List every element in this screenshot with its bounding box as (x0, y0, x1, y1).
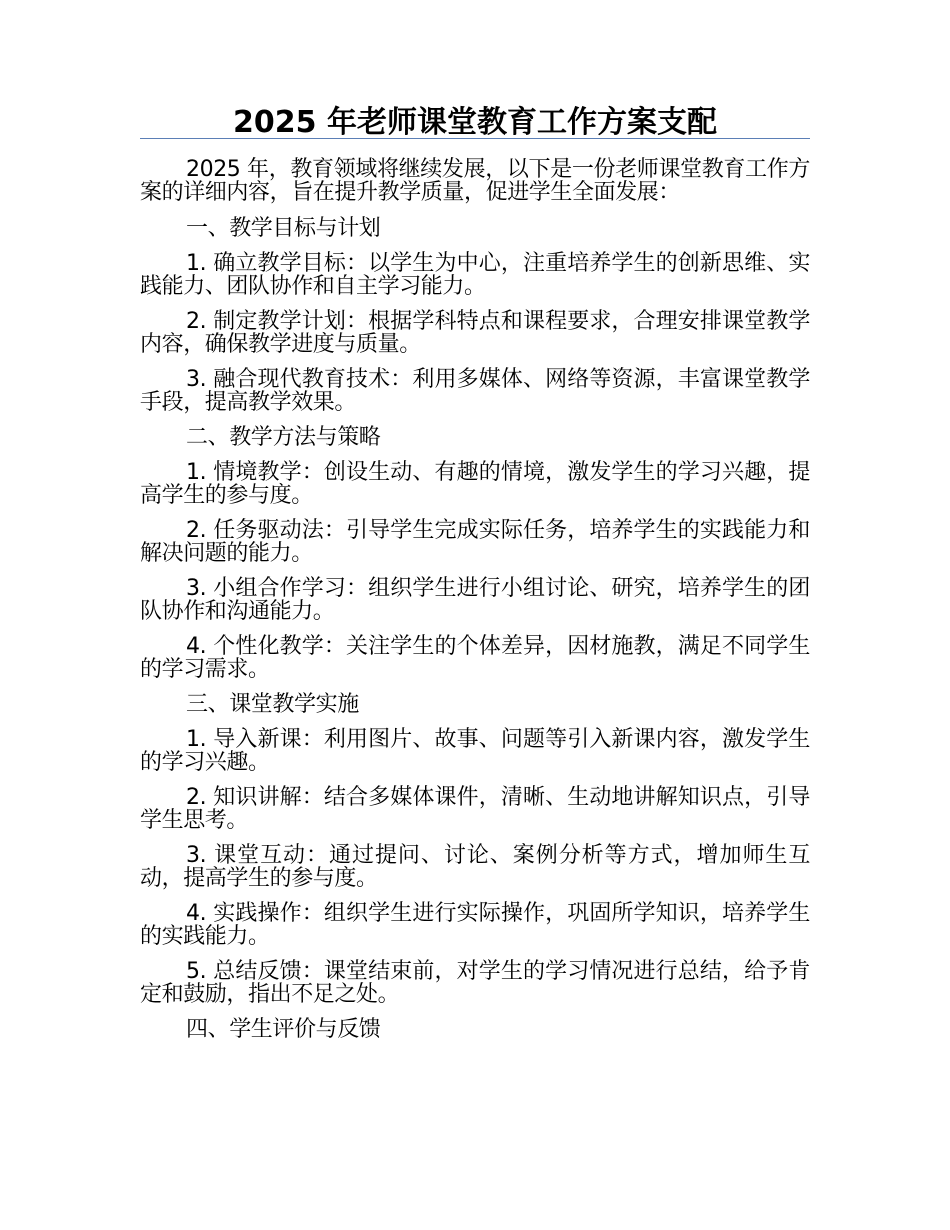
list-item: 1. 情境教学：创设生动、有趣的情境，激发学生的学习兴趣，提高学生的参与度。 (140, 460, 810, 508)
document-title: 2025 年老师课堂教育工作方案支配 (233, 105, 717, 140)
list-item: 4. 个性化教学：关注学生的个体差异，因材施教，满足不同学生的学习需求。 (140, 634, 810, 682)
list-item: 5. 总结反馈：课堂结束前，对学生的学习情况进行总结，给予肯定和鼓励，指出不足之处。 (140, 959, 810, 1007)
section-heading: 四、学生评价与反馈 (186, 1017, 381, 1042)
list-item: 3. 课堂互动：通过提问、讨论、案例分析等方式，增加师生互动，提高学生的参与度。 (140, 843, 810, 891)
title-underline (140, 138, 810, 139)
section-heading: 二、教学方法与策略 (186, 425, 381, 450)
document-body (140, 158, 810, 1053)
list-item: 2. 知识讲解：结合多媒体课件，清晰、生动地讲解知识点，引导学生思考。 (140, 785, 810, 833)
intro-paragraph: 2025 年，教育领域将继续发展，以下是一份老师课堂教育工作方案的详细内容，旨在提升教学质量，促进学生全面发展： (140, 157, 810, 205)
list-item: 3. 小组合作学习：组织学生进行小组讨论、研究，培养学生的团队协作和沟通能力。 (140, 576, 810, 624)
list-item: 3. 融合现代教育技术：利用多媒体、网络等资源，丰富课堂教学手段，提高教学效果。 (140, 367, 810, 415)
section-heading: 三、课堂教学实施 (186, 692, 359, 717)
list-item: 1. 确立教学目标：以学生为中心，注重培养学生的创新思维、实践能力、团队协作和自主学习能力。 (140, 251, 810, 299)
list-item: 4. 实践操作：组织学生进行实际操作，巩固所学知识，培养学生的实践能力。 (140, 901, 810, 949)
section-heading: 一、教学目标与计划 (186, 216, 381, 241)
list-item: 2. 任务驱动法：引导学生完成实际任务，培养学生的实践能力和解决问题的能力。 (140, 518, 810, 566)
list-item: 1. 导入新课：利用图片、故事、问题等引入新课内容，激发学生的学习兴趣。 (140, 727, 810, 775)
list-item: 2. 制定教学计划：根据学科特点和课程要求，合理安排课堂教学内容，确保教学进度与质量。 (140, 309, 810, 357)
